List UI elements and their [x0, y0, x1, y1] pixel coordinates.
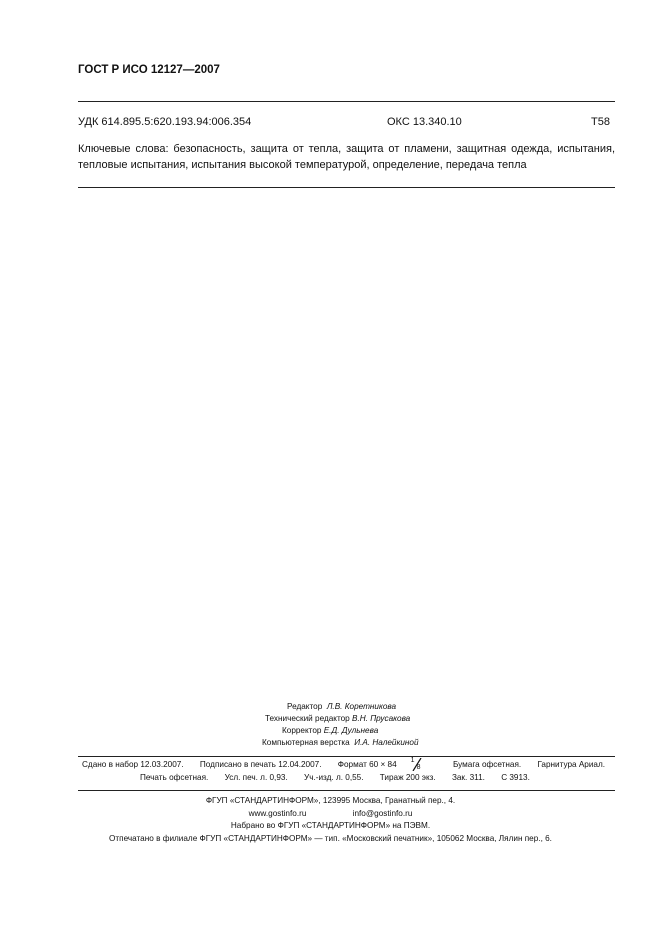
publisher-website[interactable]: www.gostinfo.ru: [248, 808, 307, 818]
keywords-paragraph: Ключевые слова: безопасность, защита от тепла, защита от пламени, защитная одежда, испытания, тепловые испытания, испытания высокой температурой, определение, передача тепла: [78, 143, 615, 171]
print-type: Печать офсетная.: [140, 773, 209, 782]
credits-block: [0, 701, 661, 749]
print-info-line-1: [82, 757, 606, 771]
credit-role: Редактор: [287, 702, 323, 711]
typeface: Гарнитура Ариал.: [537, 760, 606, 770]
credit-role: Компьютерная верстка: [262, 738, 350, 747]
oks-code: ОКС 13.340.10: [387, 116, 462, 128]
publisher-block: [0, 795, 661, 845]
keywords-divider: [78, 187, 615, 188]
credit-role: Корректор: [282, 726, 322, 735]
credit-line: [262, 737, 661, 749]
publisher-address: ФГУП «СТАНДАРТИНФОРМ», 123995 Москва, Гранатный пер., 4.: [205, 796, 456, 805]
credit-name: И.А. Налейкиной: [354, 738, 419, 747]
paper-format: Формат 60 × 84 1 8: [338, 760, 437, 769]
order-number: Зак. 311.: [451, 773, 485, 782]
credit-name: Е.Д. Дульнева: [323, 726, 379, 735]
credit-role: Технический редактор: [265, 714, 350, 723]
credit-name: В.Н. Прусакова: [352, 714, 411, 723]
standard-title: ГОСТ Р ИСО 12127—2007: [78, 64, 220, 76]
credit-name: Л.В. Коретникова: [326, 702, 397, 711]
signed-date: Подписано в печать 12.04.2007.: [199, 760, 322, 770]
format-fraction: 1 8: [410, 757, 421, 771]
credit-line: [282, 725, 661, 737]
print-sheets: Усл. печ. л. 0,93.: [224, 773, 288, 782]
credit-line: [287, 701, 661, 713]
print-code: С 3913.: [501, 773, 530, 782]
publisher-sheets: Уч.-изд. л. 0,55.: [304, 773, 364, 782]
udk-code: УДК 614.895.5:620.193.94:006.354: [78, 116, 252, 128]
credit-line: [265, 713, 661, 725]
typeset-date: Сдано в набор 12.03.2007.: [82, 760, 184, 770]
printed-note: Отпечатано в филиале ФГУП «СТАНДАРТИНФОРМ» — тип. «Московский печатник», 105062 Москва, Лялин пер., 6.: [109, 833, 552, 843]
publisher-email[interactable]: info@gostinfo.ru: [352, 808, 413, 818]
publisher-contacts: [0, 808, 661, 821]
typeset-note: Набрано во ФГУП «СТАНДАРТИНФОРМ» на ПЭВМ.: [230, 821, 431, 830]
print-info-line-2: [140, 773, 530, 782]
print-run: Тираж 200 экз.: [379, 773, 436, 782]
group-code: Т58: [591, 116, 610, 128]
paper-type: Бумага офсетная.: [452, 760, 522, 770]
credits-divider: [78, 756, 615, 757]
print-info-divider: [78, 790, 615, 791]
top-divider: [78, 101, 615, 102]
